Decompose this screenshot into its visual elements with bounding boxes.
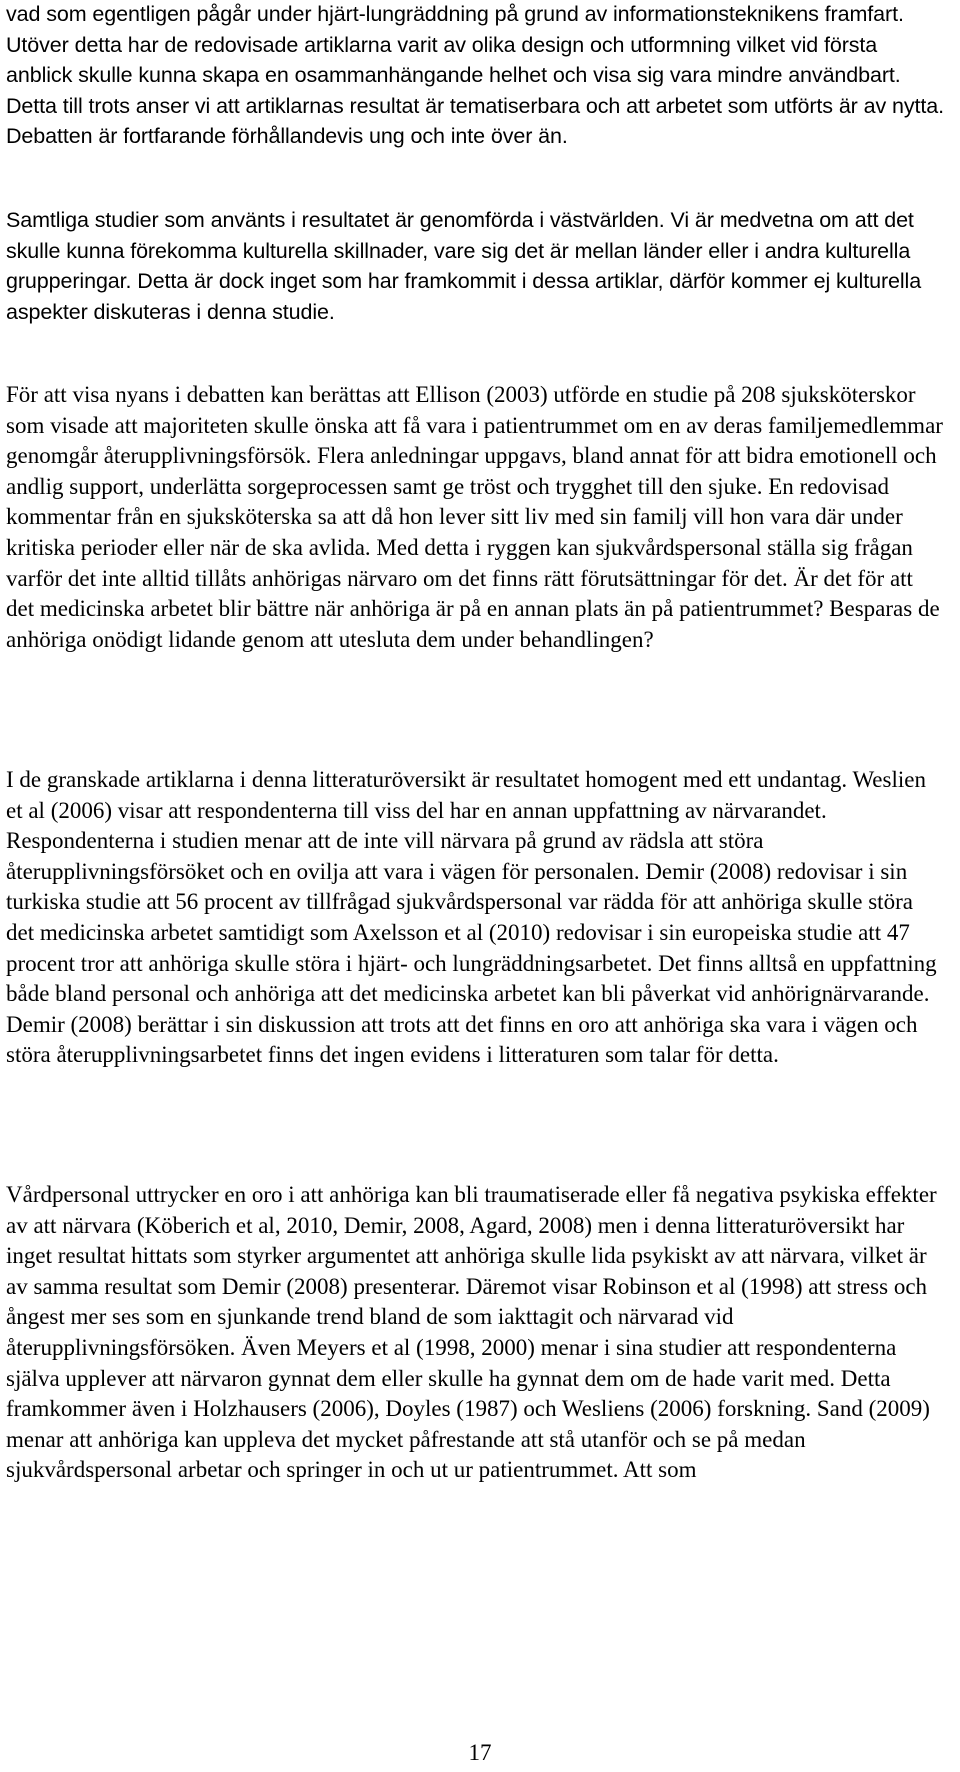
paragraph-1: vad som egentligen pågår under hjärt-lungräddning på grund av informationsteknikens framfart. Utöver detta har de redovisade artiklarna varit av olika design och utformning vilket vid första anblick skulle kunna skapa en osammanhängande helhet och visa sig vara mindre användbart. Detta till trots anser vi att artiklarnas resultat är tematiserbara och att arbetet som utförts är av nytta. Debatten är fortfarande förhållandevis ung och inte över än.: [6, 2, 944, 148]
paragraph-4: I de granskade artiklarna i denna litteraturöversikt är resultatet homogent med ett undantag. Weslien et al (2006) visar att respondenterna till viss del har en annan uppfattning av närvarandet. Respondenterna i studien menar att de inte vill närvara på grund av rädsla att störa återupplivningsförsöket och en ovilja att vara i vägen för personalen. Demir (2008) redovisar i sin turkiska studie att 56 procent av tillfrågad sjukvårdspersonal var rädda för att anhöriga skulle störa det medicinska arbetet samtidigt som Axelsson et al (2010) redovisar i sin europeiska studie att 47 procent tror att anhöriga skulle störa i hjärt- och lungräddningsarbetet. Det finns alltså en uppfattning både bland personal och anhöriga att det medicinska arbetet kan bli påverkat vid anhörignärvarande. Demir (2008) berättar i sin diskussion att trots att det finns en oro att anhöriga ska vara i vägen och störa återupplivningsarbetet finns det ingen evidens i litteraturen som talar för detta.: [6, 767, 937, 1068]
paragraph-5: Vårdpersonal uttrycker en oro i att anhöriga kan bli traumatiserade eller få negativa psykiska effekter av att närvara (Köberich et al, 2010, Demir, 2008, Agard, 2008) men i denna litteraturöversikt har inget resultat hittats som styrker argumentet att anhöriga skulle lida psykiskt av att närvara, vilket är av samma resultat som Demir (2008) presenterar. Däremot visar Robinson et al (1998) att stress och ångest mer ses som en sjunkande trend bland de som iakttagit och närvarad vid återupplivningsförsöken. Även Meyers et al (1998, 2000) menar i sina studier att respondenterna själva upplever att närvaron gynnat dem eller skulle ha gynnat dem om de hade varit med. Detta framkommer även i Holzhausers (2006), Doyles (1987) och Wesliens (2006) forskning. Sand (2009) menar att anhöriga kan uppleva det mycket påfrestande att stå utanför och se på medan sjukvårdspersonal arbetar och springer in och ut ur patientrummet. Att som: [6, 1182, 937, 1483]
paragraph-2: Samtliga studier som använts i resultatet är genomförda i västvärlden. Vi är medvetna om att det skulle kunna förekomma kulturella skillnader, vare sig det är mellan länder eller i andra kulturella grupperingar. Detta är dock inget som har framkommit i dessa artiklar, därför kommer ej kulturella aspekter diskuteras i denna studie.: [6, 208, 922, 324]
paragraph-3: För att visa nyans i debatten kan berättas att Ellison (2003) utförde en studie på 208 sjuksköterskor som visade att majoriteten skulle önska att få vara i patientrummet om en av deras familjemedlemmar genomgår återupplivningsförsök. Flera anledningar uppgavs, bland annat för att bidra emotionell och andlig support, underlätta sorgeprocessen samt ge tröst och trygghet till den sjuke. En redovisad kommentar från en sjuksköterska sa att då hon lever sitt liv med sin familj vill hon vara där under kritiska perioder eller när de ska avlida. Med detta i ryggen kan sjukvårdspersonal ställa sig frågan varför det inte alltid tillåts anhörigas närvaro om det finns rätt förutsättningar för det. Är det för att det medicinska arbetet blir bättre när anhöriga är på en annan plats än på patientrummet? Besparas de anhöriga onödigt lidande genom att utesluta dem under behandlingen?: [6, 382, 943, 652]
page-number: 17: [468, 1740, 492, 1765]
